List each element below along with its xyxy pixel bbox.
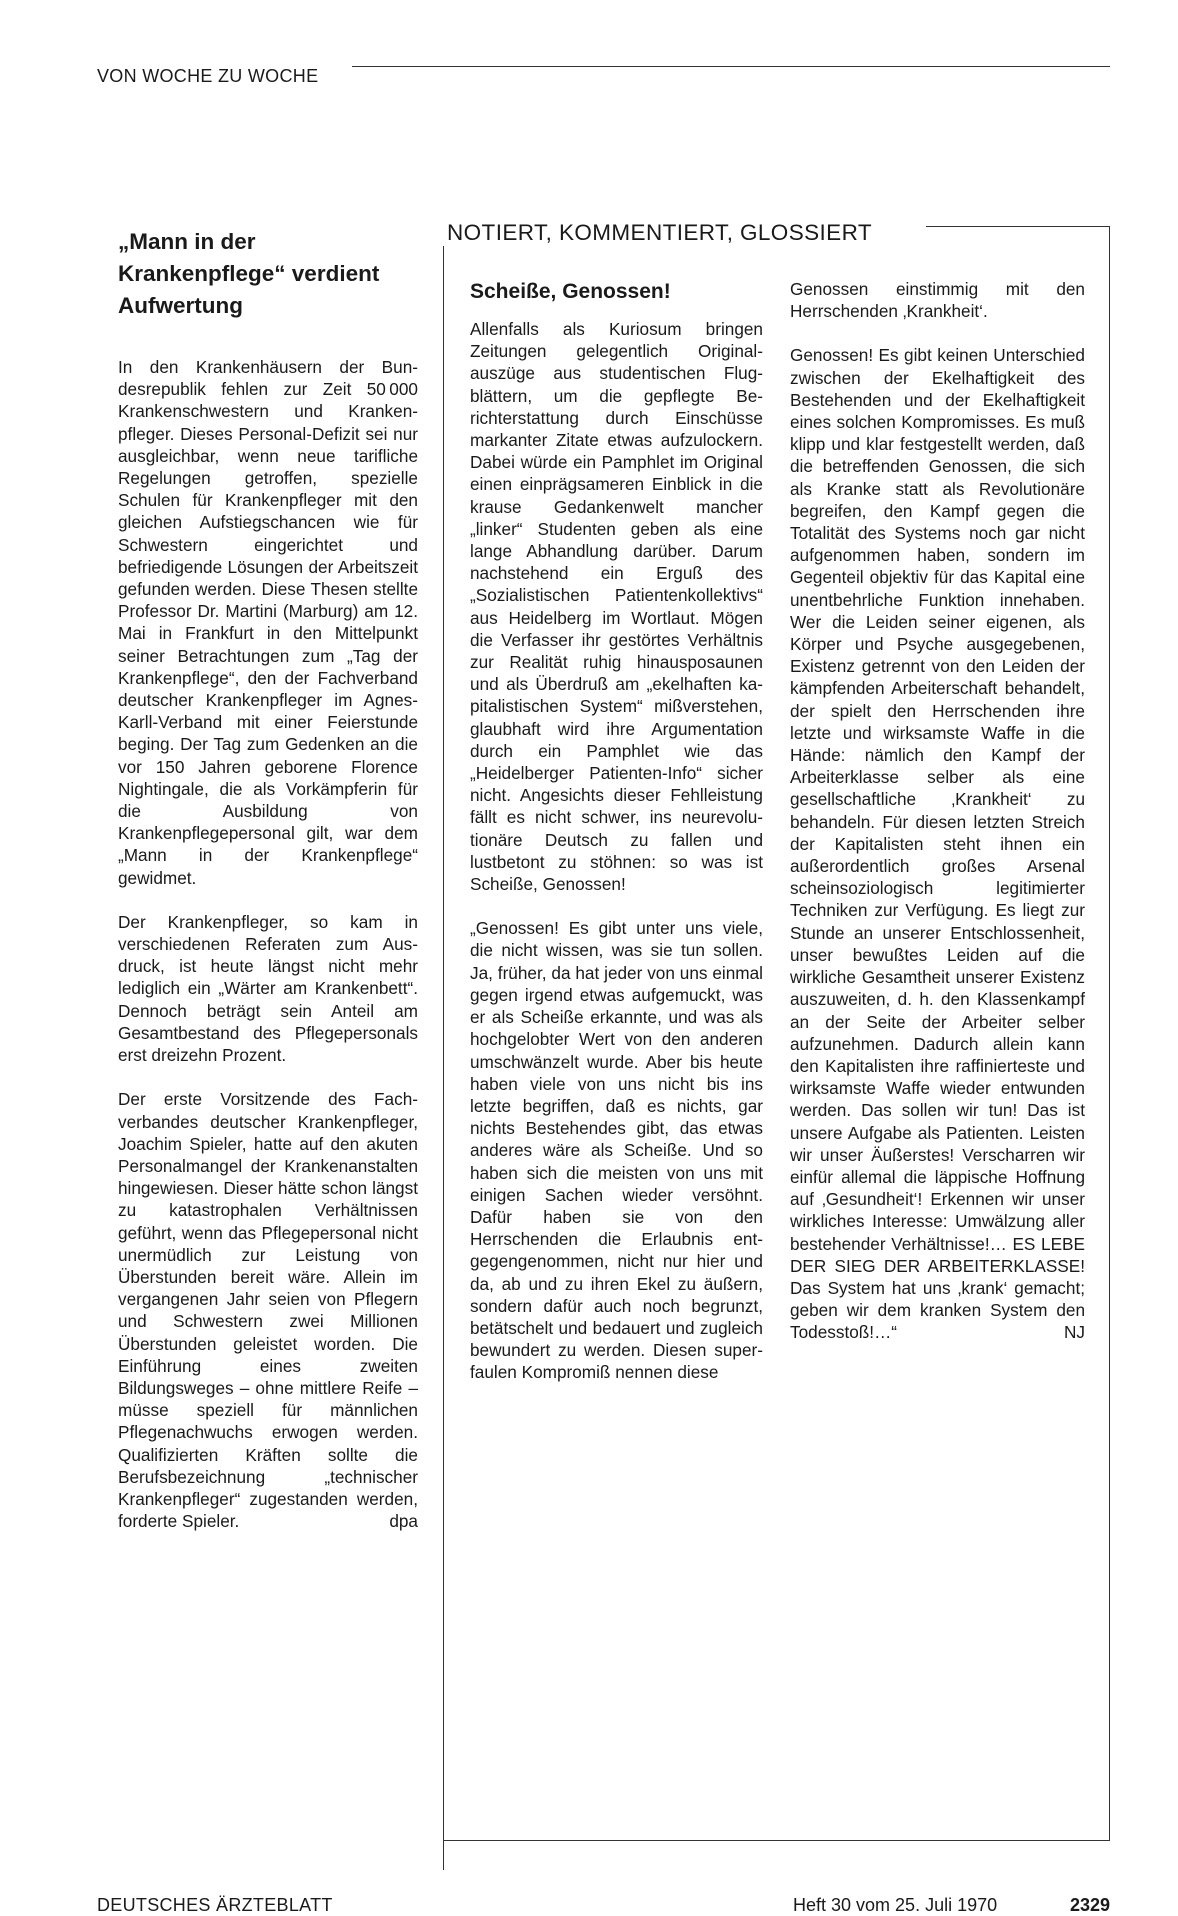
box-rule-bottom xyxy=(443,1840,1110,1841)
page-number: 2329 xyxy=(1070,1895,1111,1915)
box-paragraph-1: Allenfalls als Kuriosum bringen Zeitungen gelegentlich Originalauszüge aus studentischen Flugblättern, um die gepflegte Berichterstattung durch Einschüsse markanter Zitate etwas aufzulockern. Dabei würde ein Pamphlet im Original einen einprägsameren Einblick in die krause Gedankenwelt mancher „linker“ Studenten geben als eine lange Abhandlung darüber. Darum nachstehend ein Erguß des „Sozialistischen Patientenkollektivs“ aus Heidelberg im Wortlaut. Mögen die Verfasser ihr gestörtes Verhältnis zur Realität ruhig hinausposaunen und als Überdruß am „ekelhaften kapitalistischen System“ mißverstehen, glaubhaft wird ihre Argumentation durch ein Pamphlet wie das „Heidelberger Patienten-Info“ sicher nicht. Angesichts dieser Fehlleistung fällt es nicht schwer, ins neurevolutionäre Deutsch zu fallen und lustbetont zu stöhnen: so was ist Scheiße, Genossen! xyxy=(470,319,763,895)
footer-issue: Heft 30 vom 25. Juli 1970 xyxy=(793,1895,998,1915)
box-paragraph-3: Genossen einstimmig mit den Herrschenden ‚Krankheit‘. xyxy=(790,279,1085,322)
left-article-title xyxy=(118,226,418,322)
box-rule-left xyxy=(443,246,444,1870)
box-rule-right xyxy=(1109,226,1110,1840)
title-line: Aufwertung xyxy=(118,293,243,318)
left-paragraph-1: In den Krankenhäusern der Bundesrepublik fehlen zur Zeit 50 000 Krankenschwestern und Krankenpfleger. Dieses Personal-Defizit sei nur ausgleichbar, wenn neue tarifliche Regelungen getroffen, spezielle Schulen für Krankenpfleger mit den gleichen Aufstiegschancen wie für Schwestern eingerichtet und befriedigende Lösungen der Arbeitszeit gefunden werden. Diese Thesen stellte Professor Dr. Martini (Marburg) am 12. Mai in Frankfurt in den Mittelpunkt seiner Betrachtungen zum „Tag der Krankenpflege“, den der Fachverband deutscher Krankenpfleger im Agnes-Karll-Verband mit einer Feierstunde beging. Der Tag zum Gedenken an die vor 150 Jahren geborene Florence Nightingale, die als Vorkämpferin für die Ausbildung von Krankenpflegepersonal gilt, war dem „Mann in der Krankenpflege“ gewidmet. xyxy=(118,357,418,888)
left-paragraph-2: Der Krankenpfleger, so kam in verschiedenen Referaten zum Ausdruck, ist heute längst nicht mehr lediglich ein „Wärter am Krankenbett“. Dennoch beträgt sein Anteil am Gesamtbestand des Pflegepersonals erst dreizehn Prozent. xyxy=(118,911,418,1066)
title-line: „Mann in der xyxy=(118,229,256,254)
left-paragraph-3 xyxy=(118,1088,418,1532)
left-article xyxy=(118,226,418,1532)
box-section-title: NOTIERT, KOMMENTIERT, GLOSSIERT xyxy=(447,220,872,245)
agency-signature: dpa xyxy=(389,1511,418,1532)
box-column-2 xyxy=(790,278,1085,1344)
box-paragraph-4-text: Genossen! Es gibt keinen Unterschied zwischen der Ekelhaftigkeit des Bestehenden und der Ekelhaftigkeit eines solchen Kompromisses. Es muß klipp und klar festgestellt werden, daß die betreffenden Genossen, die sich als Kranke statt als Revolutionäre begreifen, den Kampf gegen die Totalität des Systems noch gar nicht aufgenommen haben, sondern im Gegenteil objektiv für das Kapital eine unentbehrliche Funktion innehaben. Wer die Leiden seiner eigenen, als Körper und Psyche ausgegebenen, Existenz getrennt von den Leiden der kämpfenden Arbeiterschaft behandelt, der spielt den Herrschenden ihre letzte und wirksamste Waffe in die Hände: nämlich den Kampf der Arbeiterklasse selber als eine gesellschaftliche ‚Krankheit‘ zu behandeln. Für diesen letzten Streich der Kapitalisten steht ihnen ein außerordentlich großes Arsenal scheinsoziologisch legitimierter Techniken zur Verfügung. Es liegt zur Stunde an unserer Entschlossenheit, unser bewußtes Leiden auf die wirkliche Gesamtheit unserer Existenz auszuweiten, d. h. den Klassenkampf an der Seite der Arbeiter selber aufzunehmen. Dadurch allein kann den Kapitalisten ihre raffinierteste und wirksamste Waffe wieder entwunden werden. Das sollen wir tun! Das ist unsere Aufgabe als Patienten. Leisten wir unser Äußerstes! Verscharren wir einfür allemal die läppische Hoffnung auf ‚Gesundheit‘! Erkennen wir unser wirkliches Interesse: Umwälzung aller bestehender Verhältnisse!… ES LEBE DER SIEG DER ARBEITERKLASSE! Das System hat uns ‚krank‘ gemacht; geben wir dem kranken System den Todesstoß!…“ xyxy=(790,345,1085,1343)
box-paragraph-4 xyxy=(790,344,1085,1343)
left-paragraph-3-text: Der erste Vorsitzende des Fachverbandes deutscher Krankenpfleger, Joachim Spieler, hatte auf den akuten Personalmangel der Krankenanstalten hingewiesen. Dieser hätte schon längst zu katastrophalen Verhältnissen geführt, wenn das Pflegepersonal nicht unermüdlich zur Leistung von Überstunden bereit wäre. Allein im vergangenen Jahr seien von Pflegern und Schwestern zwei Millionen Überstunden geleistet worden. Die Einführung eines zweiten Bildungsweges – ohne mittlere Reife – müsse speziell für männlichen Pflegenachwuchs erwogen werden. Qualifizierten Kräften sollte die Berufsbezeichnung „technischer Krankenpfleger“ zugestanden werden, forderte Spieler. xyxy=(118,1089,418,1532)
box-headline: Scheiße, Genossen! xyxy=(470,280,671,303)
header-rule xyxy=(352,66,1110,67)
box-column-1 xyxy=(470,278,763,1384)
author-signature: NJ xyxy=(1063,1322,1085,1343)
footer-journal: DEUTSCHES ÄRZTEBLATT xyxy=(97,1895,333,1915)
box-paragraph-2: „Genossen! Es gibt unter uns viele, die nicht wissen, was sie tun sollen. Ja, früher, da hat jeder von uns einmal gegen irgend etwas aufgemuckt, was er als Scheiße erkannte, und was als hochgelobter Wert von den anderen umschwänzelt wurde. Aber bis heute haben viele von uns nicht bis ins letzte begriffen, daß es nichts, gar nichts Bestehendes gibt, das etwas anderes wäre als Scheiße. Und so haben sich die meisten von uns mit einigen Sachen wieder versöhnt. Dafür haben sie von den Herrschenden die Erlaubnis entgegengenommen, nicht nur hier und da, ab und zu ihren Ekel zu äußern, sondern dafür auch noch begrunzt, betätschelt und bedauert und zugleich bewundert zu werden. Diesen superfaulen Kompromiß nennen diese xyxy=(470,918,763,1383)
running-head: VON WOCHE ZU WOCHE xyxy=(97,66,319,86)
box-rule-top xyxy=(926,226,1110,227)
title-line: Krankenpflege“ verdient xyxy=(118,261,380,286)
